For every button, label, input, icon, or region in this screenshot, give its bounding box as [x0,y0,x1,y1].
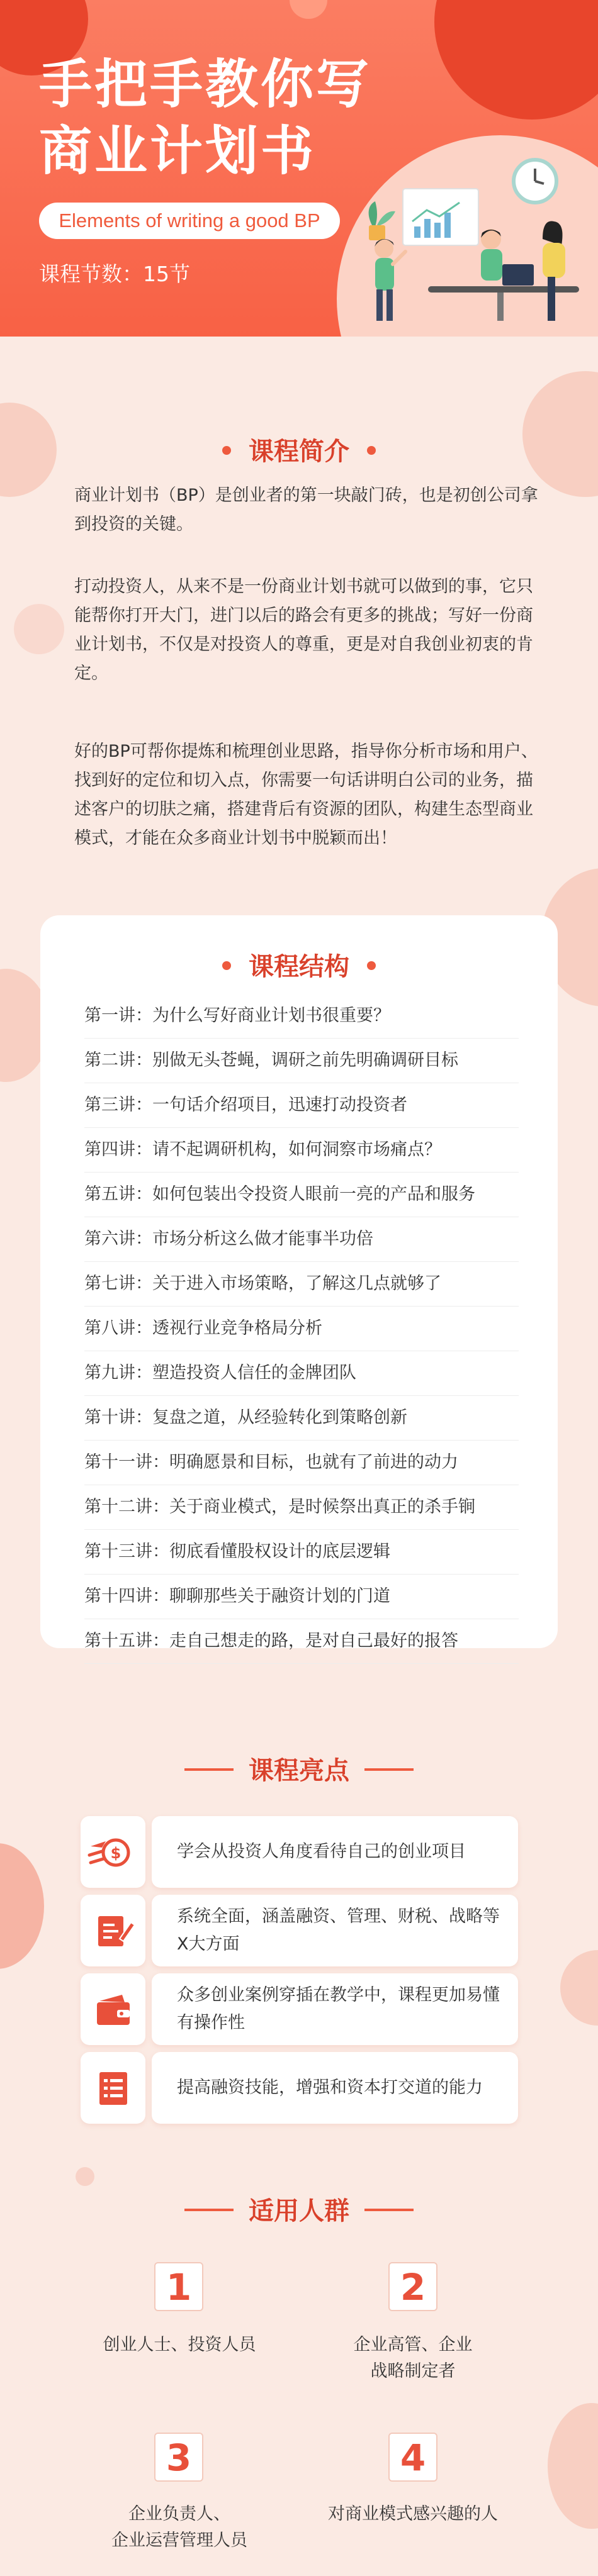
wallet-icon [81,1973,145,2045]
seated-person-figure [481,229,534,286]
audience-label-3: 企业负责人、 企业运营管理人员 [111,2504,247,2550]
table [428,286,579,293]
highlight-text: 学会从投资人角度看待自己的创业项目 [177,1842,466,1861]
banner-subtitle: Elements of writing a good BP [39,203,340,239]
lesson-item: 第九讲：塑造投资人信任的金牌团队 [84,1351,519,1396]
audience-label-1: 创业人士、投资人员 [103,2335,256,2355]
header-banner [0,0,598,337]
chart-board-icon [403,189,478,245]
team-meeting-illustration [340,145,598,337]
decor-circle [548,2403,598,2529]
presenter-figure [375,239,405,321]
lesson-item: 第一讲：为什么写好商业计划书很重要？ [84,994,519,1039]
structure-card [40,915,558,1651]
svg-text:$: $ [110,1844,121,1862]
highlight-item [81,2052,518,2124]
list-document-icon [81,2052,145,2124]
lesson-item: 第十四讲：聊聊那些关于融资计划的门道 [84,1575,519,1619]
lesson-item: 第十五讲：走自己想走的路，是对自己最好的报答 [84,1619,519,1664]
lesson-item: 第十二讲：关于商业模式，是时候祭出真正的杀手锏 [84,1485,519,1530]
audience-label-4: 对商业模式感兴趣的人 [328,2504,498,2524]
clock-icon [514,160,556,203]
lesson-item: 第十讲：复盘之道，从经验转化到策略创新 [84,1396,519,1441]
audience-number-1: 1 [154,2262,203,2311]
lesson-item: 第十三讲：彻底看懂股权设计的底层逻辑 [84,1530,519,1575]
intro-paragraph-2: 打动投资人，从来不是一份商业计划书就可以做到的事，它只能帮你打开大门，进门以后的路会有更多的挑战；写好一份商业计划书，不仅是对投资人的尊重，更是对自我创业初衷的肯定。 [74,577,533,683]
decor-circle [290,0,327,19]
audience-number-3: 3 [154,2433,203,2482]
banner-title-line2: 商业计划书 [39,120,317,182]
intro-heading: 课程简介 [0,432,598,467]
highlight-item [81,1816,518,1888]
lesson-item: 第五讲：如何包装出令投资人眼前一亮的产品和服务 [84,1173,519,1217]
decor-circle [14,604,64,654]
audience-label-2: 企业高管、企业 战略制定者 [353,2335,473,2381]
decor-circle [76,2167,94,2186]
money-exchange-icon [81,1816,145,1888]
highlight-text: 众多创业案例穿插在教学中，课程更加易懂有操作性 [177,1985,500,2032]
intro-paragraph-3: 好的BP可帮你提炼和梳理创业思路，指导你分析市场和用户、找到好的定位和切入点，你需要一句话讲明白公司的业务，描述客户的切肤之痛，搭建背后有资源的团队，构建生态型商业模式，才能在众多商业计划书中脱颖而出！ [74,742,538,848]
decor-circle [434,0,598,120]
decor-circle [560,1950,598,2026]
seated-woman-figure [543,221,565,321]
audience-heading: 适用人群 [0,2191,598,2227]
highlight-item [81,1895,518,1966]
highlight-text: 提高融资技能，增强和资本打交道的能力 [177,2078,483,2097]
lesson-item: 第七讲：关于进入市场策略，了解这几点就够了 [84,1262,519,1307]
audience-number-2: 2 [388,2262,437,2311]
intro-paragraph-1: 商业计划书（BP）是创业者的第一块敲门砖，也是初创公司拿到投资的关键。 [74,486,538,534]
banner-title-line1: 手把手教你写 [39,53,372,115]
highlights-heading: 课程亮点 [0,1751,598,1787]
highlight-text: 系统全面，涵盖融资、管理、财税、战略等X大方面 [177,1907,500,1954]
lesson-count: 课程节数：15节 [39,262,190,286]
audience-number-4: 4 [388,2433,437,2482]
lesson-item: 第三讲：一句话介绍项目，迅速打动投资者 [84,1083,519,1128]
decor-circle [0,1843,44,1969]
lesson-item: 第二讲：别做无头苍蝇，调研之前先明确调研目标 [84,1039,519,1083]
highlight-item [81,1973,518,2045]
lesson-item: 第八讲：透视行业竞争格局分析 [84,1307,519,1351]
lesson-item: 第六讲：市场分析这么做才能事半功倍 [84,1217,519,1262]
lesson-item: 第十一讲：明确愿景和目标，也就有了前进的动力 [84,1441,519,1485]
structure-heading: 课程结构 [40,947,558,983]
lesson-item: 第四讲：请不起调研机构，如何洞察市场痛点？ [84,1128,519,1173]
plant-icon [369,201,395,240]
document-edit-icon [81,1895,145,1966]
